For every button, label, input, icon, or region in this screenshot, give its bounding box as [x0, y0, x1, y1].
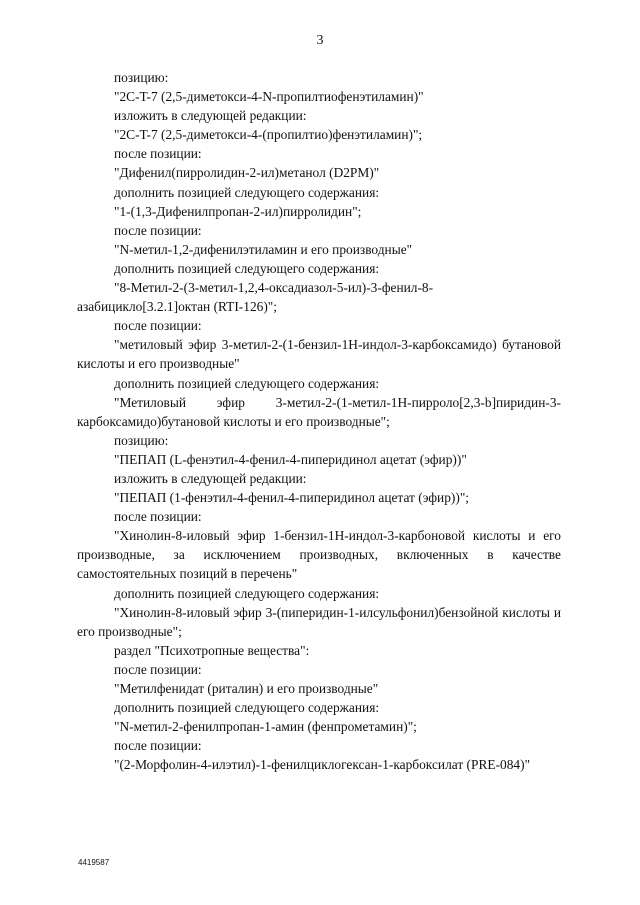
text-line: "Метилфенидат (риталин) и его производные" — [114, 681, 379, 696]
text-paragraph: "Хинолин-8-иловый эфир 1-бензил-1H-индол-3-карбоновой кислоты и его производные, за исключением производных, включенных в качестве самостоятельных позиций в перечень" — [77, 528, 561, 582]
text-paragraph: "(2-Морфолин-4-илэтил)-1-фенилциклогексан-1-карбоксилат (PRE-084)" — [114, 757, 531, 773]
text-line: "ПЕПАП (1-фенэтил-4-фенил-4-пиперидинол ацетат (эфир))"; — [114, 490, 470, 506]
text-paragraph: "метиловый эфир 3-метил-2-(1-бензил-1H-индол-3-карбоксамидо) бутановой кислоты и его производные" — [77, 337, 561, 372]
text-line: "2C-T-7 (2,5-диметокси-4-(пропилтио)фенэтиламин)"; — [114, 127, 423, 143]
text-line: дополнить позицией следующего содержания: — [114, 585, 380, 601]
text-line: дополнить позицией следующего содержания: — [114, 375, 380, 391]
text-line: "1-(1,3-Дифенилпропан-2-ил)пирролидин"; — [114, 203, 362, 219]
text-line: дополнить позицией следующего содержания: — [114, 700, 380, 716]
text-line: "N-метил-2-фенилпропан-1-амин (фенпрометамин)"; — [114, 719, 417, 735]
text-line: позицию: — [114, 70, 169, 85]
text-line: "N-метил-1,2-дифенилэтиламин и его производные" — [114, 241, 413, 257]
page-number: 3 — [316, 33, 324, 48]
text-line: после позиции: — [114, 318, 202, 334]
text-line: после позиции: — [114, 661, 202, 677]
text-line: после позиции: — [114, 738, 202, 754]
text-line: "ПЕПАП (L-фенэтил-4-фенил-4-пиперидинол ацетат (эфир))" — [114, 451, 467, 467]
text-line: изложить в следующей редакции: — [114, 108, 307, 124]
text-line: после позиции: — [114, 222, 202, 238]
text-line: "Дифенил(пирролидин-2-ил)метанол (D2PM)" — [114, 165, 380, 181]
text-line: дополнить позицией следующего содержания: — [114, 260, 380, 276]
text-line: после позиции: — [114, 146, 202, 162]
text-line: "2C-T-7 (2,5-диметокси-4-N-пропилтиофенэтиламин)" — [114, 89, 424, 105]
text-line: раздел "Психотропные вещества": — [114, 642, 310, 658]
text-line: дополнить позицией следующего содержания: — [114, 184, 380, 200]
text-paragraph: "Хинолин-8-иловый эфир 3-(пиперидин-1-илсульфонил)бензойной кислоты и его производные"; — [77, 604, 561, 639]
text-paragraph: "Метиловый эфир 3-метил-2-(1-метил-1H-пирроло[2,3-b]пиридин-3-карбоксамидо)бутановой кислоты и его производные"; — [77, 394, 561, 429]
text-line: изложить в следующей редакции: — [114, 470, 307, 486]
document-code: 4419587 — [78, 858, 110, 867]
text-line: после позиции: — [114, 509, 202, 525]
document-body — [77, 68, 561, 774]
text-paragraph: "8-Метил-2-(3-метил-1,2,4-оксадиазол-5-ил)-3-фенил-8-азабицикло[3.2.1]октан (RTI-126)"; — [77, 280, 434, 315]
text-line: позицию: — [114, 432, 169, 448]
